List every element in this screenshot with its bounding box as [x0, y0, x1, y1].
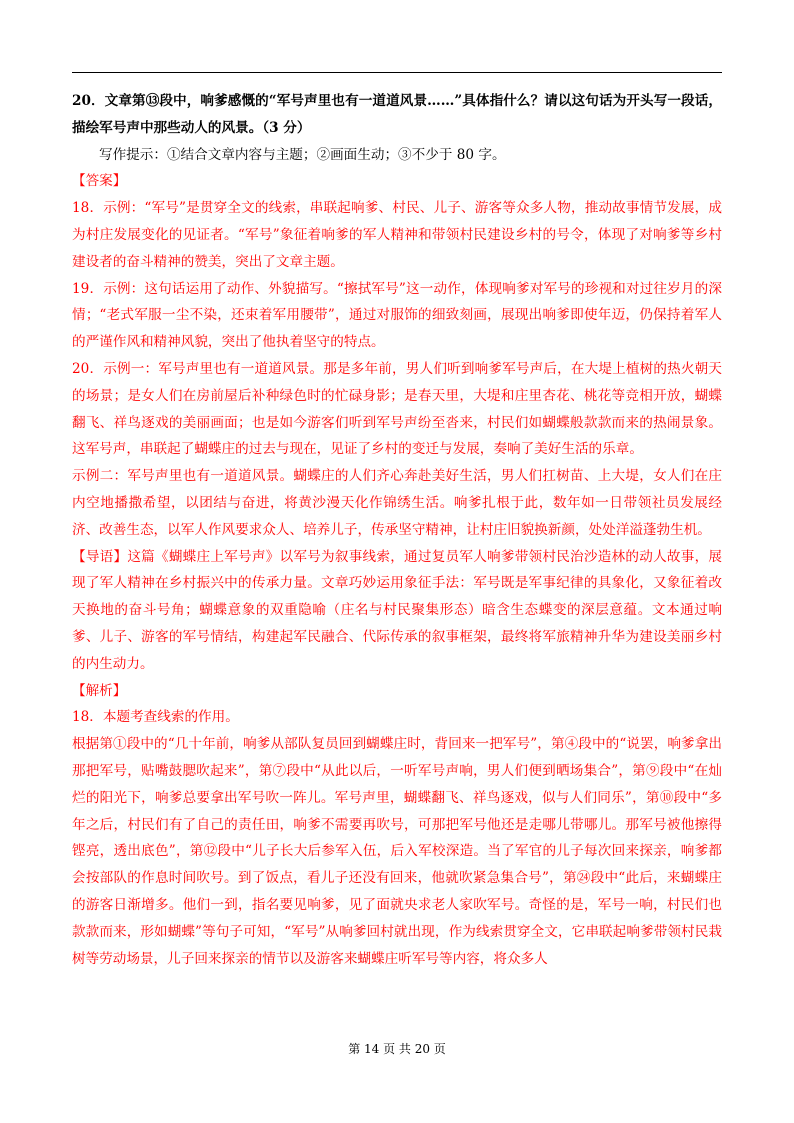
answer-heading: 【答案】 [72, 173, 127, 190]
page-footer: 第 14 页 共 20 页 [348, 1042, 446, 1056]
analysis-heading: 【解析】 [72, 682, 127, 699]
header-rule [72, 72, 722, 73]
analysis-18-body: 根据第①段中的“几十年前，响爹从部队复员回到蝴蝶庄时，背回来一把军号”，第④段中的“说罢，响爹拿出那把军号，贴嘴鼓腮吹起来”，第⑦段中“从此以后，一听军号声响，男人们便到晒场集合”，第⑨段中“在灿烂的阳光下，响爹总要拿出军号吹一阵儿。军号声里，蝴蝶翻飞、祥鸟逐戏，似与人们同乐”，第⑩段中“多年之后，村民们有了自己的责任田，响爹不需要再吹号，可那把军号他还是走哪儿带哪儿。那军号被他擦得铿亮，透出底色”，第⑫段中“儿子长大后参军入伍，后入军校深造。当了军官的儿子每次回来探亲，响爹都会按部队的作息时间吹号。到了饭点，看儿子还没有回来，他就吹紧急集合号”，第㉔段中“此后，来蝴蝶庄的游客日渐增多。他们一到，指名要见响爹，见了面就央求老人家吹军号。奇怪的是，军号一响，村民们也款款而来，形如蝴蝶”等句子可知，“军号”从响爹回村就出现，作为线索贯穿全文，它串联起响爹带领村民栽树等劳动场景，儿子回来探亲的情节以及游客来蝴蝶庄听军号等内容，将众多人 [72, 736, 722, 967]
answer-20-example-1: 20．示例一：军号声里也有一道道风景。那是多年前，男人们听到响爹军号声后，在大堤上植树的热火朝天的场景；是女人们在房前屋后补种绿色时的忙碌身影；是春天里，大堤和庄里杏花、桃花等竞相开放，蝴蝶翻飞、祥鸟逐戏的美丽画面；也是如今游客们听到军号声纷至沓来，村民们如蝴蝶般款款而来的热闹景象。这军号声，串联起了蝴蝶庄的过去与现在，见证了乡村的变迁与发展，奏响了美好生活的乐章。 [72, 360, 722, 458]
answer-19: 19．示例：这句话运用了动作、外貌描写。“擦拭军号”这一动作，体现响爹对军号的珍视和对过往岁月的深情；“老式军服一尘不染，还束着军用腰带”，通过对服饰的细致刻画，展现出响爹即使年迈，仍保持着军人的严谨作风和精神风貌，突出了他执着坚守的特点。 [72, 280, 722, 351]
question-20: 20．文章第⑬段中，响爹感慨的“军号声里也有一道道风景……”具体指什么？请以这句话为开头写一段话，描绘军号声中那些动人的风景。（3 分） [72, 93, 722, 136]
guide-paragraph: 【导语】这篇《蝴蝶庄上军号声》以军号为叙事线索，通过复员军人响爹带领村民治沙造林的动人故事，展现了军人精神在乡村振兴中的传承力量。文章巧妙运用象征手法：军号既是军事纪律的具象化，又象征着改天换地的奋斗号角；蝴蝶意象的双重隐喻（庄名与村民聚集形态）暗含生态蝶变的深层意蕴。文本通过响爹、儿子、游客的军号情结，构建起军民融合、代际传承的叙事框架，最终将军旅精神升华为建设美丽乡村的内生动力。 [72, 548, 722, 672]
answer-18: 18．示例：“军号”是贯穿全文的线索，串联起响爹、村民、儿子、游客等众多人物，推动故事情节发展，成为村庄发展变化的见证者。“军号”象征着响爹的军人精神和带领村民建设乡村的号令，体现了对响爹等乡村建设者的奋斗精神的赞美，突出了文章主题。 [72, 200, 722, 270]
analysis-18-title: 18．本题考查线索的作用。 [72, 709, 239, 726]
writing-hint: 写作提示：①结合文章内容与主题；②画面生动；③不少于 80 字。 [99, 146, 506, 163]
answer-20-example-2: 示例二：军号声里也有一道道风景。蝴蝶庄的人们齐心奔赴美好生活，男人们扛树苗、上大堤，女人们在庄内空地播撒希望，以团结与奋进，将黄沙漫天化作锦绣生活。响爹扎根于此，数年如一日带领社员发展经济、改善生态，以军人作风要求众人、培养儿子，传承坚守精神，让村庄旧貌换新颜，处处洋溢蓬勃生机。 [72, 468, 722, 538]
page-content [72, 88, 722, 972]
